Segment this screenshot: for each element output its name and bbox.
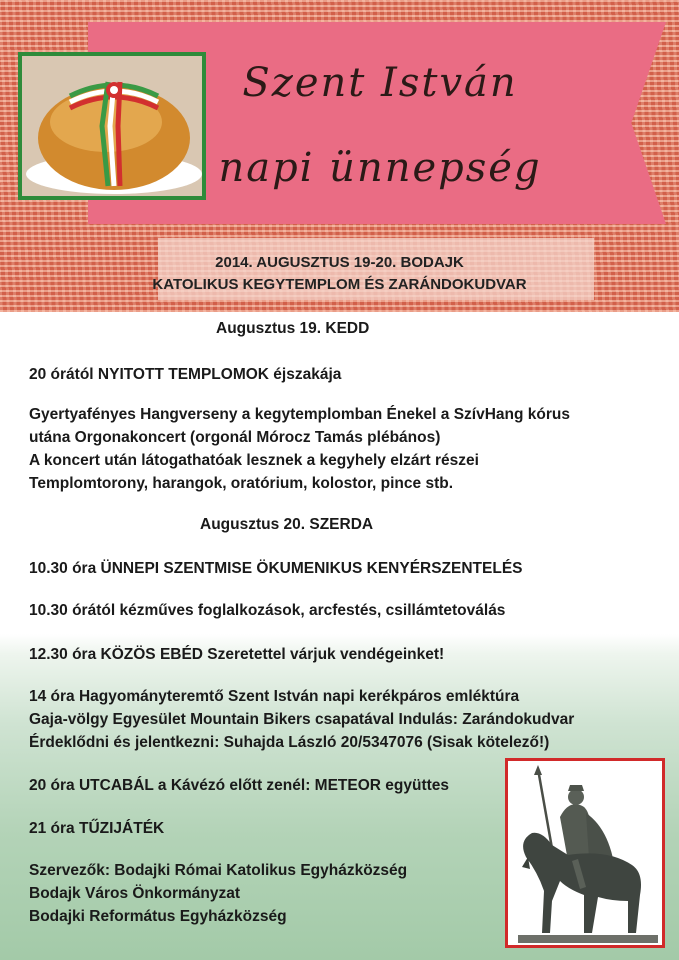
page-title-line-1: Szent István [242,60,518,106]
equestrian-statue-illustration [508,761,662,945]
program-item: utána Orgonakoncert (orgonál Mórocz Tamás plébános) [29,429,441,446]
program-item: 14 óra Hagyományteremtő Szent István napi kerékpáros emléktúra [29,688,520,705]
program-item: Érdeklődni és jelentkezni: Suhajda László 20/5347076 (Sisak kötelező!) [29,734,550,751]
organizer-line: Bodajki Református Egyházközség [29,908,287,925]
day1-heading: Augusztus 19. KEDD [216,320,370,337]
event-date-place: 2014. AUGUSZTUS 19-20. BODAJK [215,254,464,271]
program-item: 10.30 órától kézműves foglalkozások, arcfestés, csillámtetoválás [29,602,506,619]
program-item: 20 órától NYITOTT TEMPLOMOK éjszakája [29,366,342,383]
program-item: 20 óra UTCABÁL a Kávézó előtt zenél: METEOR együttes [29,777,450,794]
statue-photo [505,758,665,948]
program-item: A koncert után látogathatóak lesznek a kegyhely elzárt részei [29,452,479,469]
program-item: Templomtorony, harangok, oratórium, kolostor, pince stb. [29,475,454,492]
day2-heading: Augusztus 20. SZERDA [200,516,374,533]
program-item: 21 óra TŰZIJÁTÉK [29,820,165,837]
program-item: Gyertyafényes Hangverseny a kegytemplomban Énekel a SzívHang kórus [29,406,571,423]
bread-illustration [22,56,202,196]
page-title-line-2: napi ünnepség [218,145,542,191]
program-item: Gaja-völgy Egyesület Mountain Bikers csapatával Indulás: Zarándokudvar [29,711,575,728]
organizer-line: Bodajk Város Önkormányzat [29,885,241,902]
program-item: 12.30 óra KÖZÖS EBÉD Szeretettel várjuk vendégeinket! [29,646,445,663]
bread-photo [18,52,206,200]
organizer-line: Szervezők: Bodajki Római Katolikus Egyházközség [29,862,408,879]
event-venue: KATOLIKUS KEGYTEMPLOM ÉS ZARÁNDOKUDVAR [152,276,527,293]
program-item: 10.30 óra ÜNNEPI SZENTMISE ÖKUMENIKUS KENYÉRSZENTELÉS [29,560,523,577]
background-white-band [0,312,679,634]
